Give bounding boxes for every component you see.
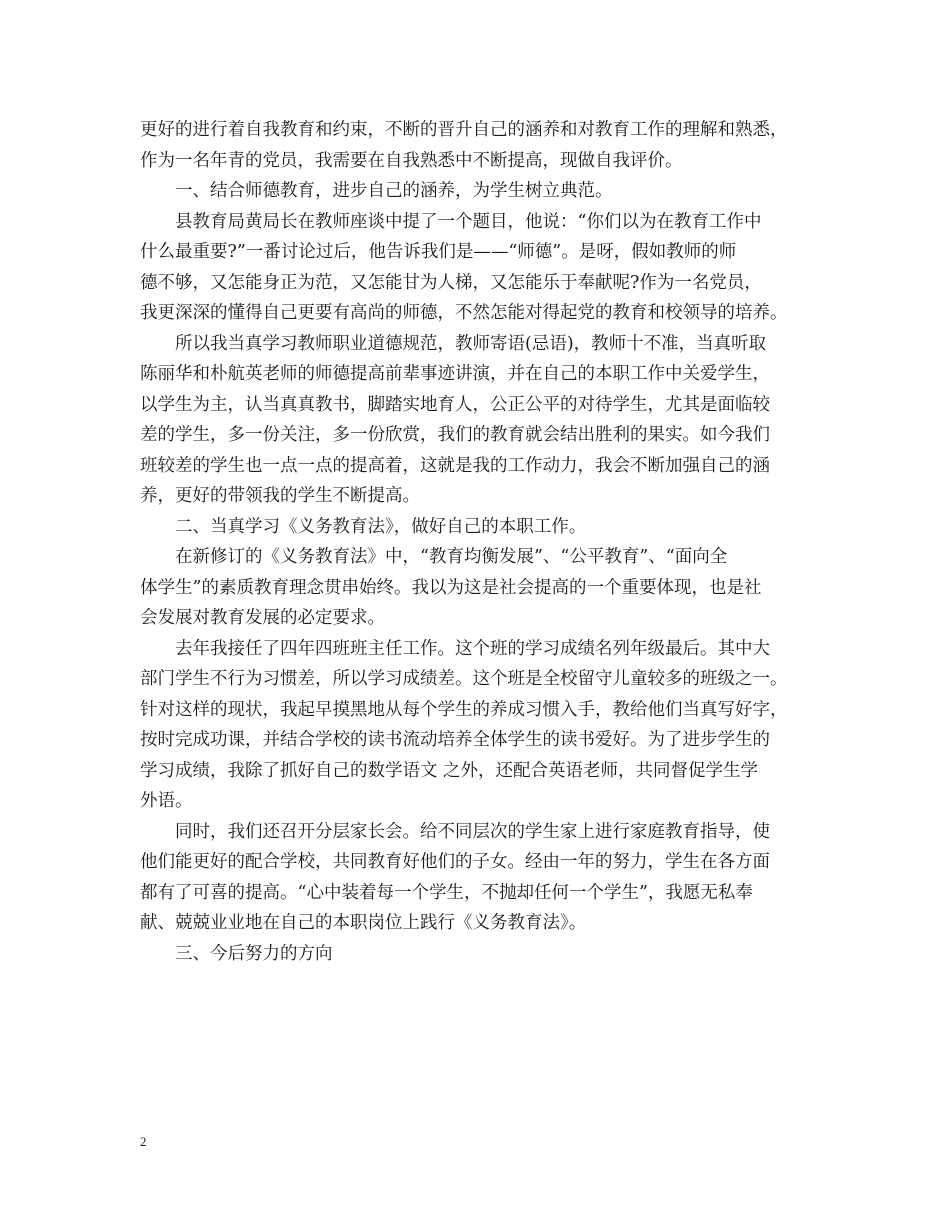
text-line: 作为一名年青的党员，我需要在自我熟悉中不断提高，现做自我评价。 [140, 150, 683, 171]
text-line: 他们能更好的配合学校，共同教育好他们的子女。经由一年的努力，学生在各方面 [140, 852, 770, 872]
text-line: 差的学生，多一份关注，多一份欣赏，我们的教育就会结出胜利的果实。如今我们 [140, 425, 770, 445]
body-text [140, 115, 820, 969]
text-line: 班较差的学生也一点一点的提高着，这就是我的工作动力，我会不断加强自己的涵 [140, 455, 770, 476]
text-line: 都有了可喜的提高。“心中装着每一个学生，不抛却任何一个学生”，我愿无私奉 [140, 882, 753, 903]
section-heading-3: 三、今后努力的方向 [175, 943, 333, 964]
text-line: 德不够，又怎能身正为范，又怎能甘为人梯，又怎能乐于奉献呢?作为一名党员， [140, 272, 762, 293]
text-line: 会发展对教育发展的必定要求。 [140, 608, 385, 628]
text-line: 学习成绩，我除了抓好自己的数学语文 之外，还配合英语老师，共同督促学生学 [140, 760, 759, 781]
text-line: 针对这样的现状，我起早摸黑地从每个学生的养成习惯入手，教给他们当真写好字， [140, 699, 788, 720]
text-line: 我更深深的懂得自己更要有高尚的师德，不然怎能对得起党的教育和校领导的培养。 [140, 303, 788, 323]
text-line: 部门学生不行为习惯差，所以学习成绩差。这个班是全校留守儿童较多的班级之一。 [140, 669, 788, 689]
page-number: 2 [140, 1134, 147, 1149]
text-line: 所以我当真学习教师职业道德规范，教师寄语(忌语)，教师十不准，当真听取 [175, 333, 767, 354]
text-line: 什么最重要?”一番讨论过后，他告诉我们是——“师德”。是呀，假如教师的师 [140, 242, 737, 262]
text-line: 体学生”的素质教育理念贯串始终。我以为这是社会提高的一个重要体现，也是社 [140, 577, 762, 598]
text-line: 陈丽华和朴航英老师的师德提高前辈事迹讲演，并在自己的本职工作中关爱学生， [140, 364, 770, 384]
text-line: 更好的进行着自我教育和约束，不断的晋升自己的涵养和对教育工作的理解和熟悉， [140, 120, 788, 140]
text-line: 在新修订的《义务教育法》中，“教育均衡发展”、“公平教育”、“面向全 [175, 547, 728, 567]
text-line: 以学生为主，认当真真教书，脚踏实地育人，公正公平的对待学生，尤其是面临较 [140, 394, 770, 415]
text-line: 去年我接任了四年四班班主任工作。这个班的学习成绩名列年级最后。其中大 [175, 638, 770, 659]
text-line: 养，更好的带领我的学生不断提高。 [140, 486, 420, 506]
text-line: 外语。 [140, 791, 193, 811]
text-line: 县教育局黄局长在教师座谈中提了一个题目，他说：“你们以为在教育工作中 [175, 211, 762, 232]
section-heading-1: 一、结合师德教育，进步自己的涵养，为学生树立典范。 [175, 181, 613, 201]
text-line: 献、兢兢业业地在自己的本职岗位上践行《义务教育法》。 [140, 913, 587, 933]
section-heading-2: 二、当真学习《义务教育法》，做好自己的本职工作。 [175, 516, 587, 537]
text-line: 同时，我们还召开分层家长会。给不同层次的学生家上进行家庭教育指导，使 [175, 821, 770, 842]
text-line: 按时完成功课，并结合学校的读书流动培养全体学生的读书爱好。为了进步学生的 [140, 730, 770, 750]
